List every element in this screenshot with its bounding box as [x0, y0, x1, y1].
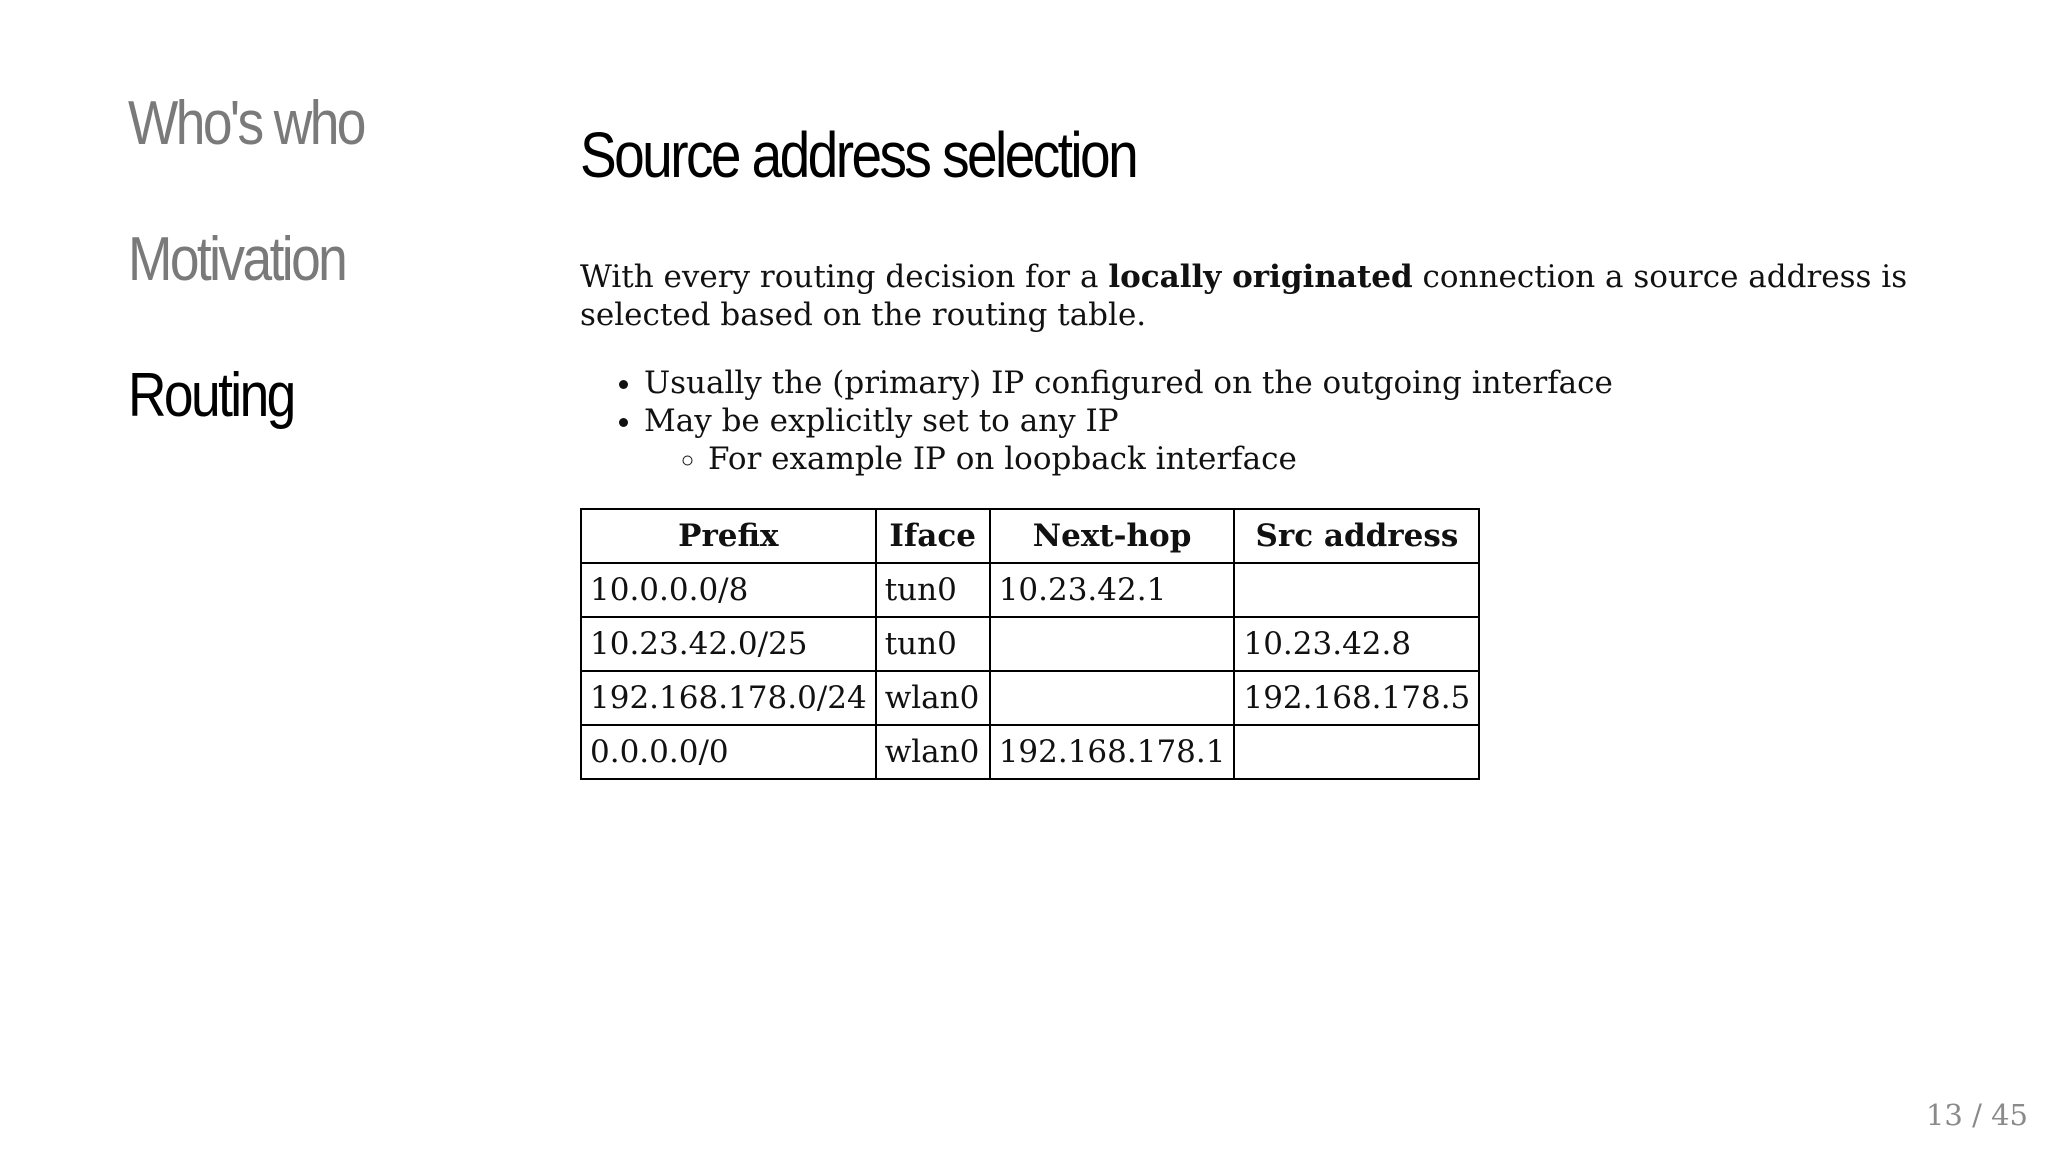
sub-bullet-list [644, 440, 1980, 478]
section-navigation [128, 84, 528, 492]
nav-item-motivation[interactable]: Motivation [128, 225, 346, 294]
header-next-hop: Next-hop [990, 509, 1235, 563]
table-row [581, 617, 1479, 671]
table-row [581, 671, 1479, 725]
cell-iface: wlan0 [876, 725, 990, 779]
intro-text-after: connection a source address is selected based on the routing table. [580, 259, 1908, 333]
sub-bullet-item: ◦ For example IP on loopback interface [708, 440, 1980, 478]
cell-next-hop: 192.168.178.1 [990, 725, 1235, 779]
cell-iface: tun0 [876, 563, 990, 617]
cell-src-address: 10.23.42.8 [1234, 617, 1479, 671]
header-iface: Iface [876, 509, 990, 563]
slide-title: Source address selection [580, 119, 1137, 191]
cell-src-address [1234, 725, 1479, 779]
cell-next-hop [990, 617, 1235, 671]
slide-content [580, 112, 1980, 780]
intro-text-bold: locally originated [1108, 259, 1413, 295]
bullet-item: • Usually the (primary) IP configured on the outgoing interface [644, 364, 1980, 402]
cell-iface: wlan0 [876, 671, 990, 725]
table-row [581, 563, 1479, 617]
cell-prefix: 10.23.42.0/25 [581, 617, 876, 671]
bullet-item-text: May be explicitly set to any IP [644, 403, 1119, 439]
bullet-item-with-sublist [644, 402, 1980, 478]
nav-item-whos-who[interactable]: Who's who [128, 89, 364, 158]
cell-next-hop [990, 671, 1235, 725]
nav-item-routing[interactable]: Routing [128, 361, 294, 430]
table-row [581, 725, 1479, 779]
cell-src-address [1234, 563, 1479, 617]
table-header-row [581, 509, 1479, 563]
cell-prefix: 10.0.0.0/8 [581, 563, 876, 617]
cell-prefix: 192.168.178.0/24 [581, 671, 876, 725]
bullet-list [580, 364, 1980, 478]
intro-paragraph [580, 258, 1980, 334]
page-number: 13 / 45 [1925, 1098, 2028, 1132]
cell-src-address: 192.168.178.5 [1234, 671, 1479, 725]
header-prefix: Prefix [581, 509, 876, 563]
intro-text-before: With every routing decision for a [580, 259, 1109, 295]
routing-table [580, 508, 1480, 780]
header-src-address: Src address [1234, 509, 1479, 563]
cell-next-hop: 10.23.42.1 [990, 563, 1235, 617]
cell-iface: tun0 [876, 617, 990, 671]
cell-prefix: 0.0.0.0/0 [581, 725, 876, 779]
